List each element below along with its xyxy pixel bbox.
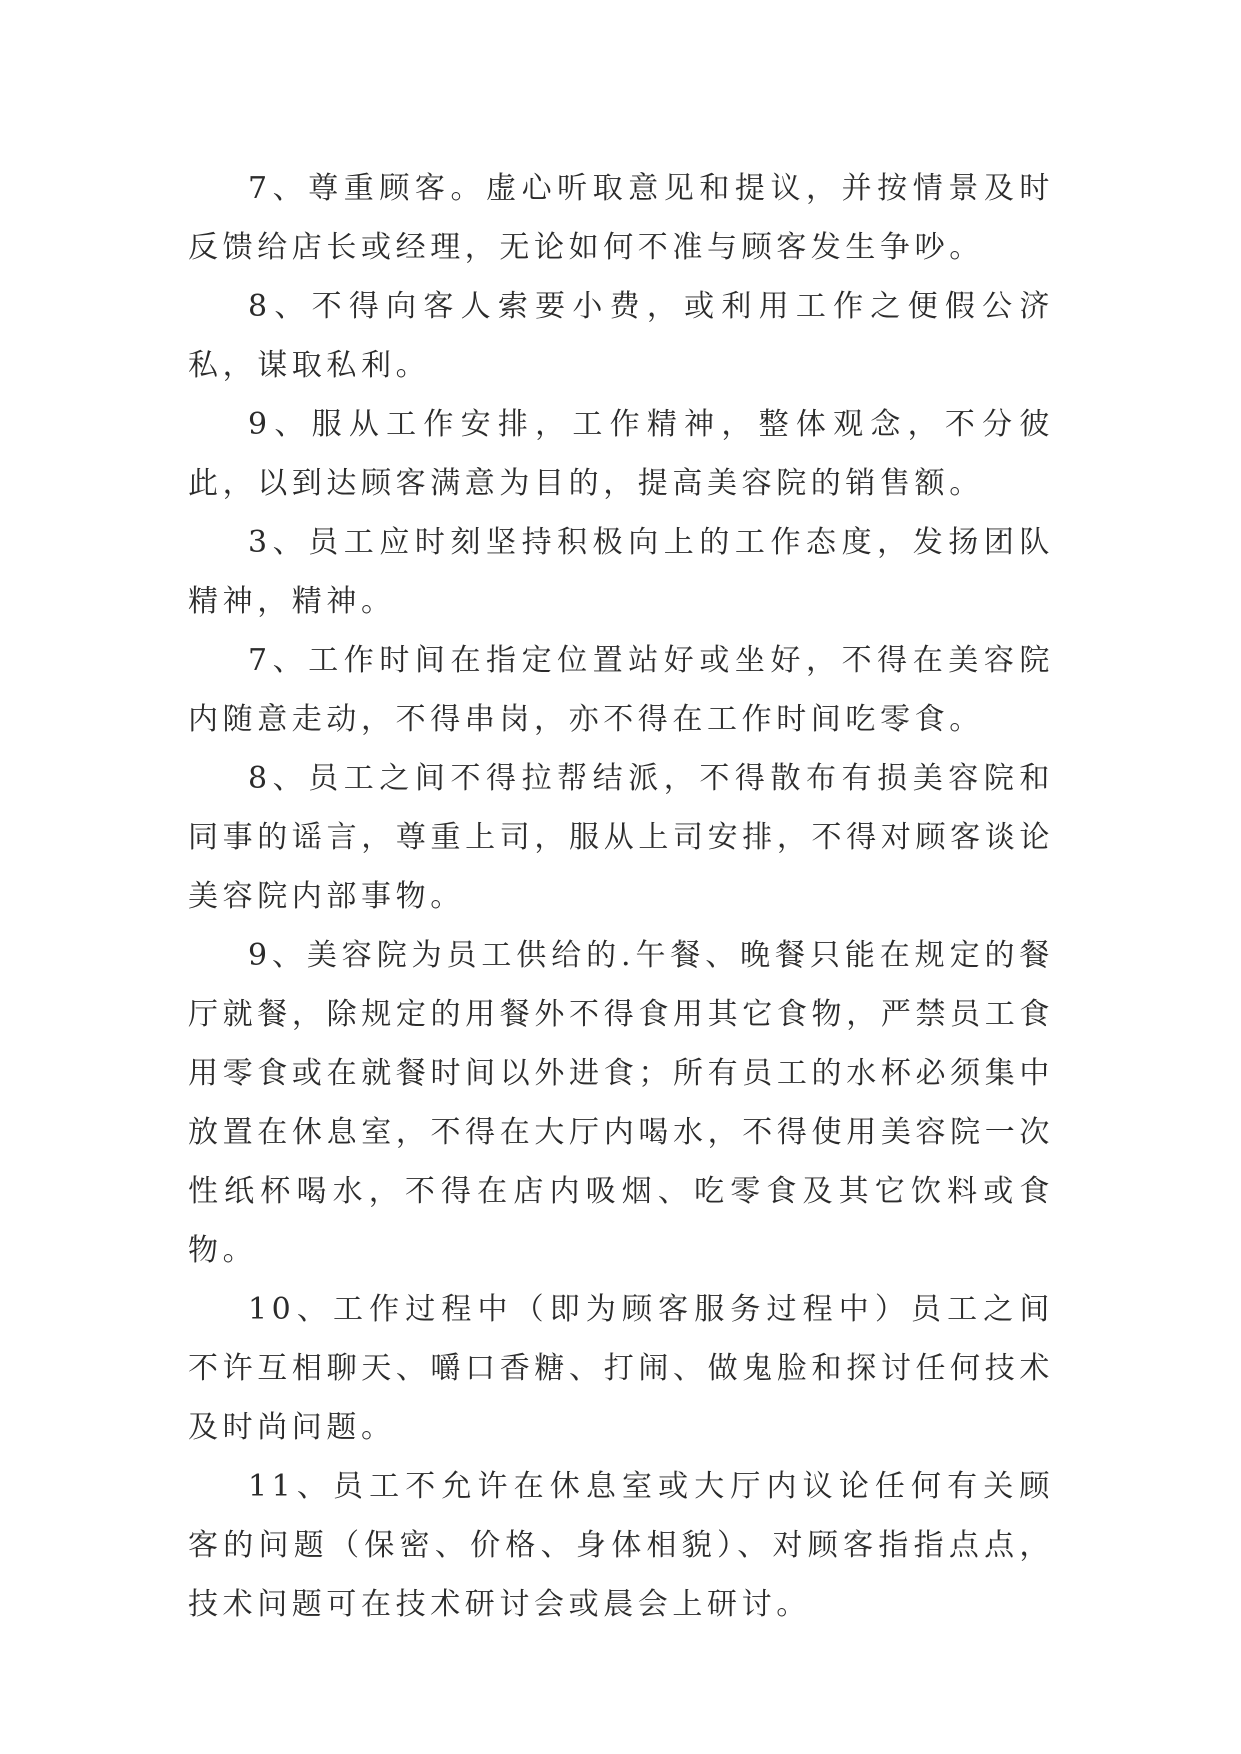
paragraph-item-7: 9、美容院为员工供给的.午餐、晚餐只能在规定的餐厅就餐，除规定的用餐外不得食用其它食物，严禁员工食用零食或在就餐时间以外进食；所有员工的水杯必须集中放置在休息室，不得在大厅内喝水，不得使用美容院一次性纸杯喝水，不得在店内吸烟、吃零食及其它饮料或食物。 xyxy=(188,938,1054,1268)
paragraph-item-1: 7、尊重顾客。虚心听取意见和提议，并按情景及时反馈给店长或经理，无论如何不准与顾客发生争吵。 xyxy=(188,171,1054,265)
paragraph-item-4: 3、员工应时刻坚持积极向上的工作态度，发扬团队精神，精神。 xyxy=(188,525,1054,619)
document-body xyxy=(188,159,1054,1634)
paragraph-item-3: 9、服从工作安排，工作精神，整体观念，不分彼此，以到达顾客满意为目的，提高美容院的销售额。 xyxy=(188,407,1054,501)
paragraph-item-5: 7、工作时间在指定位置站好或坐好，不得在美容院内随意走动，不得串岗，亦不得在工作时间吃零食。 xyxy=(188,643,1054,737)
paragraph-item-2: 8、不得向客人索要小费，或利用工作之便假公济私，谋取私利。 xyxy=(188,289,1054,383)
paragraph-item-9: 11、员工不允许在休息室或大厅内议论任何有关顾客的问题（保密、价格、身体相貌）、对顾客指指点点，技术问题可在技术研讨会或晨会上研讨。 xyxy=(188,1469,1054,1622)
paragraph-item-8: 10、工作过程中（即为顾客服务过程中）员工之间不许互相聊天、嚼口香糖、打闹、做鬼脸和探讨任何技术及时尚问题。 xyxy=(188,1292,1054,1445)
paragraph-item-6: 8、员工之间不得拉帮结派，不得散布有损美容院和同事的谣言，尊重上司，服从上司安排，不得对顾客谈论美容院内部事物。 xyxy=(188,761,1054,914)
